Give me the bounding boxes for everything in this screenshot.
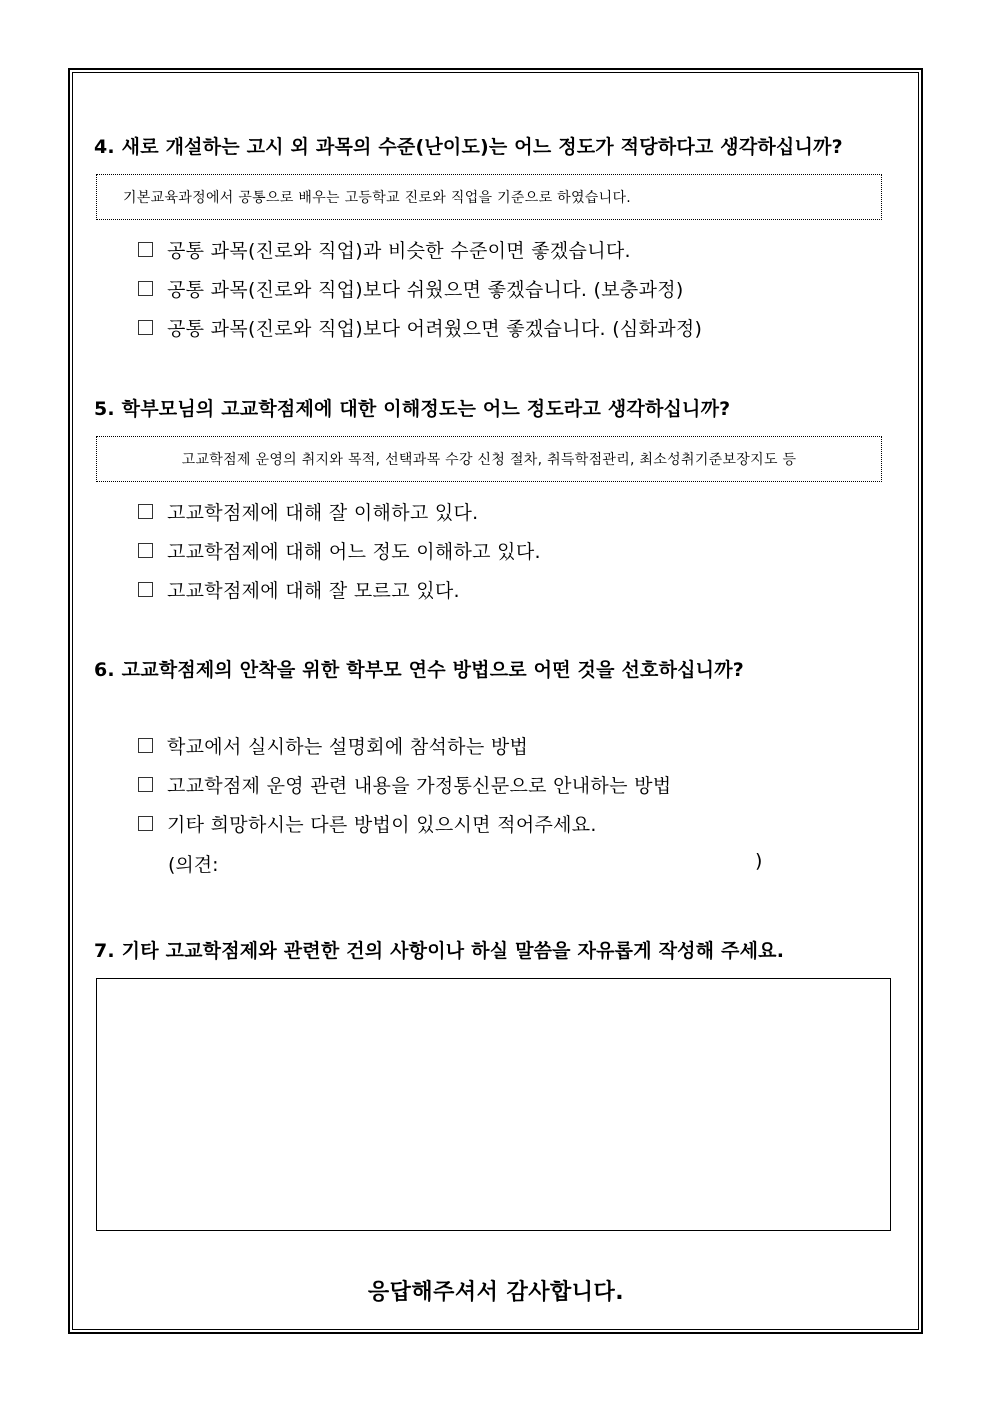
checkbox-icon[interactable] [138,242,153,257]
opinion-close: ) [755,850,763,872]
q6-option-2[interactable] [138,771,671,798]
q4-option-2-label: 공통 과목(진로와 직업)보다 쉬웠으면 좋겠습니다. (보충과정) [167,279,684,301]
question-7-title: 7. 기타 고교학점제와 관련한 건의 사항이나 하실 말씀을 자유롭게 작성해 주세요. [94,940,785,962]
q4-option-3[interactable] [138,314,702,341]
checkbox-icon[interactable] [138,777,153,792]
q6-option-3-label: 기타 희망하시는 다른 방법이 있으시면 적어주세요. [167,814,597,836]
checkbox-icon[interactable] [138,281,153,296]
q5-option-3-label: 고교학점제에 대해 잘 모르고 있다. [167,580,460,602]
q4-option-2[interactable] [138,275,684,302]
checkbox-icon[interactable] [138,543,153,558]
q5-option-2[interactable] [138,537,541,564]
question-4-title: 4. 새로 개설하는 고시 외 과목의 수준(난이도)는 어느 정도가 적당하다고 생각하십니까? [94,136,843,158]
q6-option-1[interactable] [138,732,528,759]
q6-option-1-label: 학교에서 실시하는 설명회에 참석하는 방법 [167,736,529,758]
q4-option-3-label: 공통 과목(진로와 직업)보다 어려웠으면 좋겠습니다. (심화과정) [167,318,703,340]
question-6-title: 6. 고교학점제의 안착을 위한 학부모 연수 방법으로 어떤 것을 선호하십니까? [94,659,745,681]
free-answer-box[interactable] [96,978,891,1231]
question-4-note: 기본교육과정에서 공통으로 배우는 고등학교 진로와 직업을 기준으로 하였습니다. [96,174,882,220]
q5-option-1[interactable] [138,498,479,525]
checkbox-icon[interactable] [138,738,153,753]
q4-option-1[interactable] [138,236,631,263]
question-5-note: 고교학점제 운영의 취지와 목적, 선택과목 수강 신청 절차, 취득학점관리, 최소성취기준보장지도 등 [96,436,882,482]
checkbox-icon[interactable] [138,582,153,597]
q5-option-2-label: 고교학점제에 대해 어느 정도 이해하고 있다. [167,541,541,563]
checkbox-icon[interactable] [138,816,153,831]
q6-option-2-label: 고교학점제 운영 관련 내용을 가정통신문으로 안내하는 방법 [167,775,672,797]
closing-message: 응답해주셔서 감사합니다. [367,1280,625,1305]
question-5-title: 5. 학부모님의 고교학점제에 대한 이해정도는 어느 정도라고 생각하십니까? [94,398,731,420]
opinion-label: (의견: [168,854,219,876]
checkbox-icon[interactable] [138,504,153,519]
q5-option-3[interactable] [138,576,460,603]
q4-option-1-label: 공통 과목(진로와 직업)과 비슷한 수준이면 좋겠습니다. [167,240,631,262]
checkbox-icon[interactable] [138,320,153,335]
q6-option-3[interactable] [138,810,597,837]
q5-option-1-label: 고교학점제에 대해 잘 이해하고 있다. [167,502,479,524]
